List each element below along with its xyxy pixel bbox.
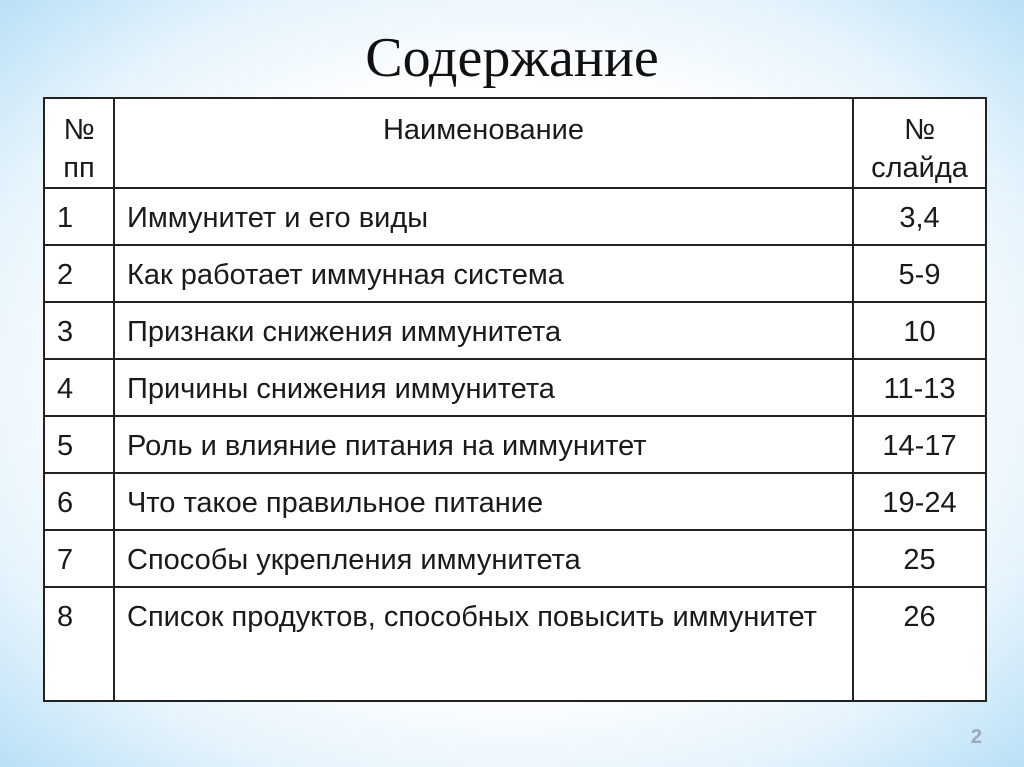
row-number: 3 (44, 302, 114, 359)
row-name: Признаки снижения иммунитета (114, 302, 853, 359)
header-slide-line1: № (903, 114, 936, 146)
row-number: 1 (44, 188, 114, 245)
row-name: Причины снижения иммунитета (114, 359, 853, 416)
row-number: 8 (44, 587, 114, 701)
row-number: 6 (44, 473, 114, 530)
table-row (44, 473, 986, 530)
table-row (44, 530, 986, 587)
row-number: 2 (44, 245, 114, 302)
row-number: 4 (44, 359, 114, 416)
row-name: Список продуктов, способных повысить иммунитет (114, 587, 853, 701)
row-name: Роль и влияние питания на иммунитет (114, 416, 853, 473)
row-name: Как работает иммунная система (114, 245, 853, 302)
row-slide: 11-13 (853, 359, 986, 416)
header-slide-line2: слайда (871, 152, 968, 184)
table-row (44, 302, 986, 359)
header-number-line1: № (63, 114, 95, 146)
row-number: 7 (44, 530, 114, 587)
table-row (44, 587, 986, 701)
row-name: Иммунитет и его виды (114, 188, 853, 245)
row-name: Способы укрепления иммунитета (114, 530, 853, 587)
row-slide: 25 (853, 530, 986, 587)
row-slide: 14-17 (853, 416, 986, 473)
row-number: 5 (44, 416, 114, 473)
table-row (44, 359, 986, 416)
header-name: Наименование (114, 98, 853, 188)
header-slide (853, 98, 986, 188)
table-row (44, 416, 986, 473)
table-header-row (44, 98, 986, 188)
table-row (44, 188, 986, 245)
row-slide: 19-24 (853, 473, 986, 530)
header-number-line2: пп (63, 152, 95, 184)
row-slide: 26 (853, 587, 986, 701)
slide-title: Содержание (365, 27, 659, 89)
row-slide: 10 (853, 302, 986, 359)
row-slide: 3,4 (853, 188, 986, 245)
row-name: Что такое правильное питание (114, 473, 853, 530)
header-number (44, 98, 114, 188)
table-row (44, 245, 986, 302)
row-slide: 5-9 (853, 245, 986, 302)
contents-table (43, 97, 987, 702)
page-number: 2 (970, 726, 982, 748)
